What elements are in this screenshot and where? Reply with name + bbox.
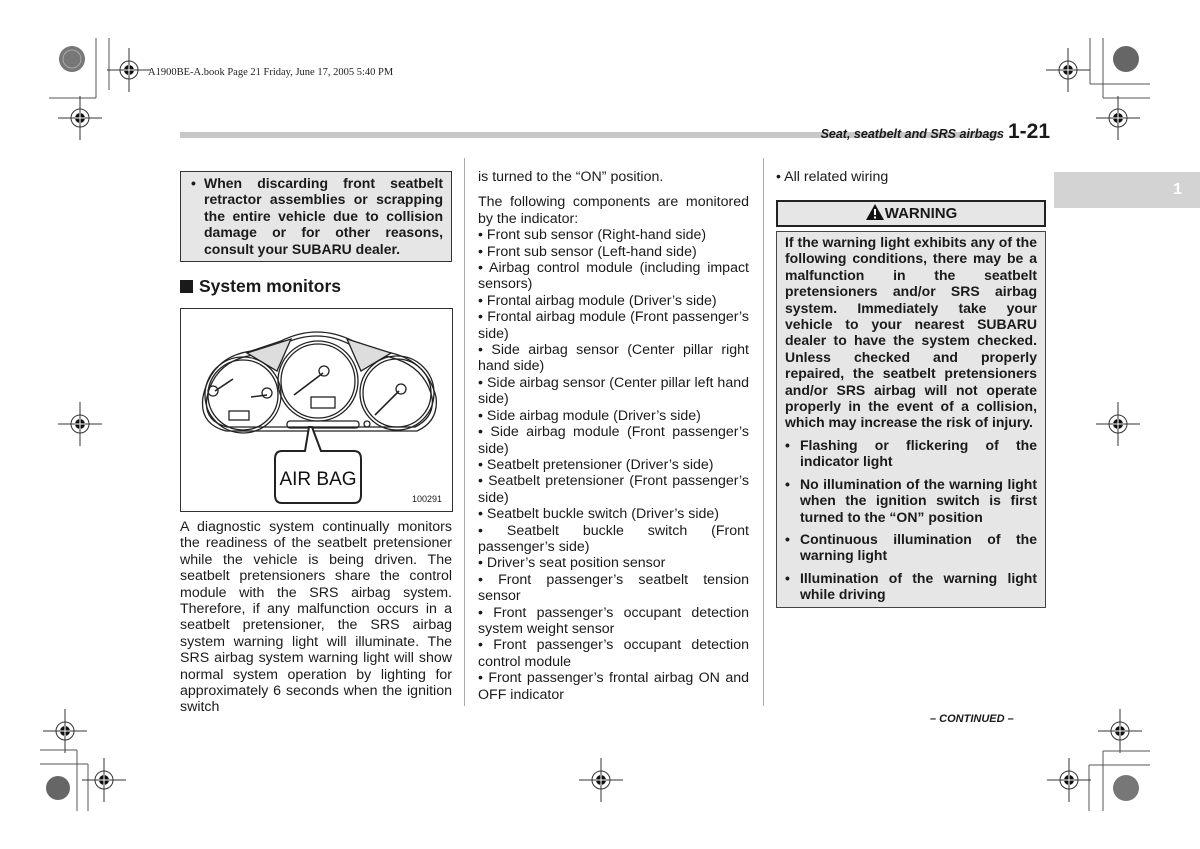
warning-box — [776, 231, 1046, 608]
list-item: • Side airbag module (Driver’s side) — [478, 407, 701, 424]
components-intro: The following components are monitored by the indicator: — [478, 194, 749, 227]
warning-title: WARNING — [884, 205, 958, 222]
page-number: 1-21 — [1007, 120, 1050, 143]
list-item: • Side airbag module (Front passenger’s side) — [478, 424, 749, 457]
print-info: A1900BE-A.book Page 21 Friday, June 17, 2005 5:40 PM — [148, 67, 394, 78]
list-item: • Seatbelt pretensioner (Driver’s side) — [478, 456, 714, 473]
list-item: • Frontal airbag module (Front passenger’s side) — [478, 309, 749, 342]
figure-number: 100291 — [411, 494, 442, 504]
list-item: • Front passenger’s seatbelt tension sensor — [478, 571, 749, 605]
column-divider-2 — [763, 158, 764, 706]
warning-header — [776, 200, 1046, 227]
square-bullet-icon — [180, 280, 193, 293]
diagnostic-paragraph: A diagnostic system continually monitors the readiness of the seatbelt pretensioner while the vehicle is being driven. The seatbelt pretensioners share the control module with the SRS airbag system. Therefore, if any malfunction occurs in a seatbelt pretensioner, the SRS airbag system warning light will illuminate. The SRS airbag system warning light will show normal system operation by lighting for approximately 6 seconds when the ignition switch — [180, 519, 452, 716]
instrument-cluster-figure — [180, 308, 453, 512]
airbag-callout-label: AIR BAG — [279, 469, 357, 490]
running-header — [800, 120, 1050, 144]
chapter-tab: 1 — [1054, 172, 1200, 208]
list-item: • Seatbelt buckle switch (Front passenger’s side) — [478, 522, 749, 555]
list-item: • Frontal airbag module (Driver’s side) — [478, 292, 717, 309]
list-item: • Front sub sensor (Left-hand side) — [478, 243, 697, 260]
warning-condition: • No illumination of the warning light when the ignition switch is first turned to the “ON” position — [785, 476, 1037, 525]
list-item: • Airbag control module (including impact sensors) — [478, 260, 749, 293]
middle-column — [478, 169, 749, 703]
section-title: Seat, seatbelt and SRS airbags — [820, 127, 1004, 141]
section-heading: System monitors — [180, 276, 341, 297]
caution-box — [180, 171, 452, 262]
instrument-cluster-illustration — [181, 309, 452, 511]
list-item: • Front passenger’s occupant detection control module — [478, 637, 749, 670]
list-item-wiring: • All related wiring — [776, 169, 889, 185]
list-item: • Front sub sensor (Right-hand side) — [478, 227, 707, 244]
warning-condition: • Illumination of the warning light while driving — [785, 570, 1037, 603]
warning-triangle-icon — [865, 203, 885, 221]
list-item: • Front passenger’s frontal airbag ON and OFF indicator — [478, 670, 749, 703]
warning-condition: • Continuous illumination of the warning light — [785, 531, 1037, 564]
list-item: • Seatbelt pretensioner (Front passenger’s side) — [478, 473, 749, 506]
list-item: • Side airbag sensor (Center pillar right hand side) — [478, 342, 749, 375]
caution-item: • When discarding front seatbelt retractor assemblies or scrapping the entire vehicle due to collision damage or for other reasons, consult your SUBARU dealer. — [191, 175, 443, 257]
list-item: • Side airbag sensor (Center pillar left hand side) — [478, 374, 749, 408]
list-item: • Front passenger’s occupant detection system weight sensor — [478, 604, 749, 637]
warning-condition: • Flashing or flickering of the indicator light — [785, 437, 1037, 470]
column-divider-1 — [464, 158, 465, 706]
list-item: • Driver’s seat position sensor — [478, 555, 666, 572]
components-list — [478, 227, 749, 703]
continuation-text: is turned to the “ON” position. — [478, 169, 664, 185]
list-item: • Seatbelt buckle switch (Driver’s side) — [478, 506, 719, 523]
continued-label: – CONTINUED – — [930, 713, 1014, 725]
warning-text: If the warning light exhibits any of the following conditions, there may be a malfunction in the seatbelt pretensioners and/or SRS airbag system. Immediately take your vehicle to your nearest SUBARU dealer to have the system checked. Unless checked and properly repaired, the seatbelt pretensioners and/or SRS airbag will not operate properly in the event of a collision, which may increase the risk of injury. — [785, 234, 1037, 431]
